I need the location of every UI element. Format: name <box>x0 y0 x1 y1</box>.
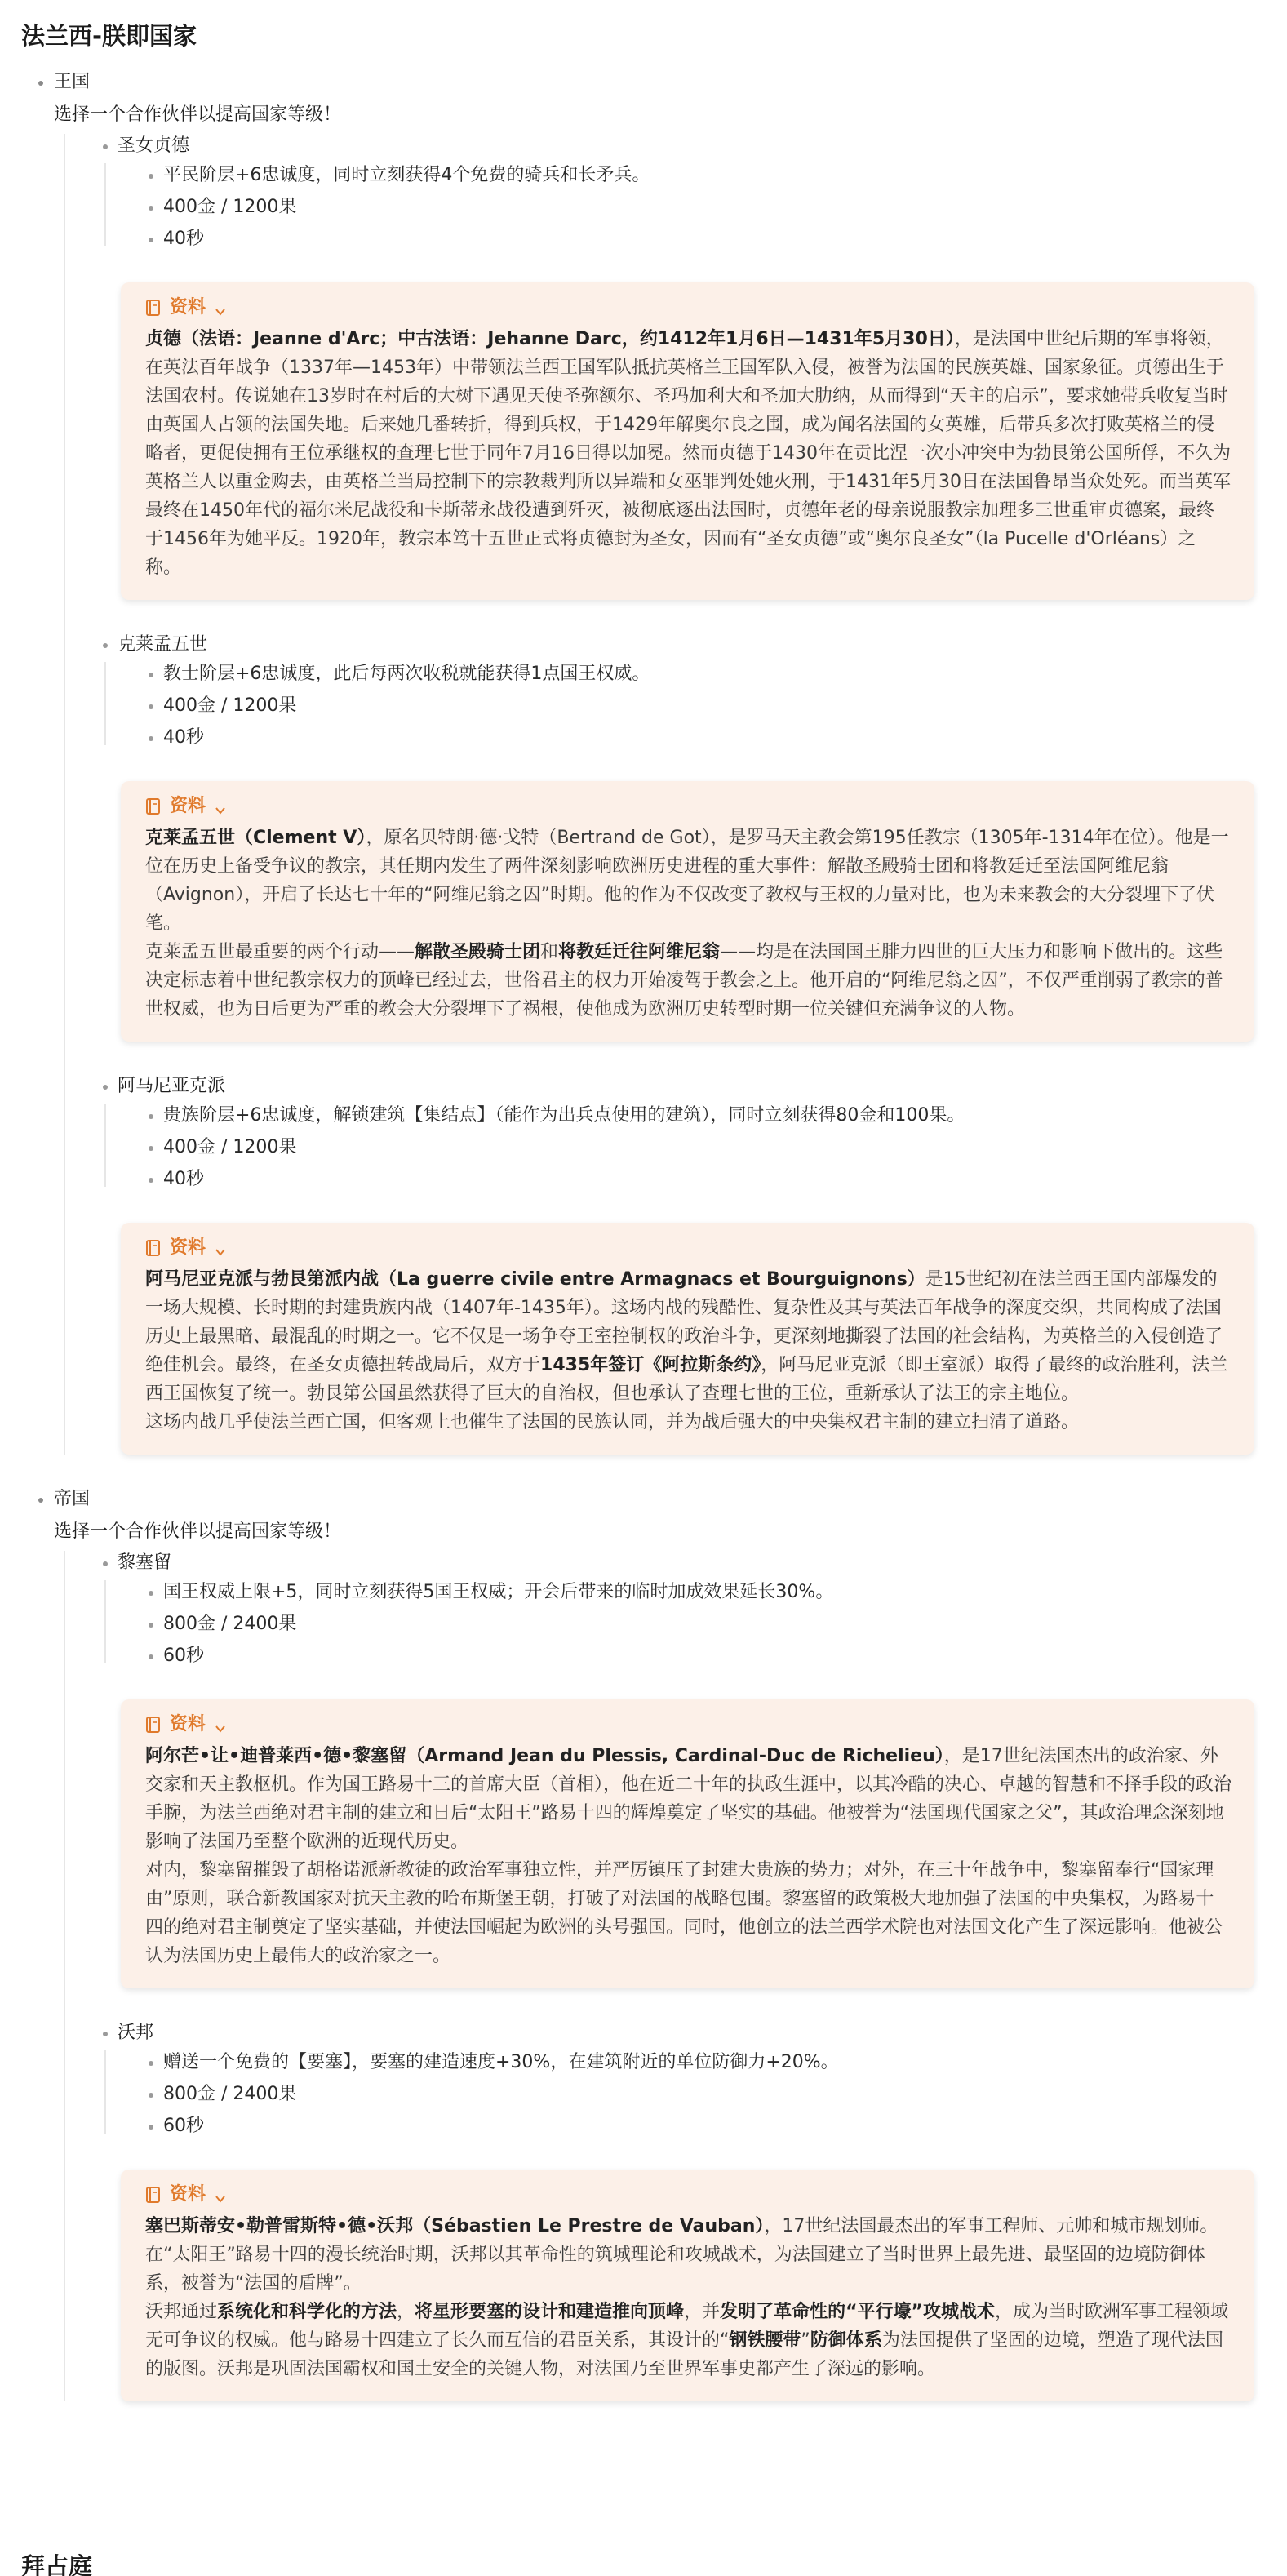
info-toggle[interactable] <box>145 794 1232 819</box>
effect-text: 平民阶层+6忠诚度，同时立刻获得4个免费的骑兵和长矛兵。 <box>163 165 650 185</box>
effect-item <box>104 2050 1266 2075</box>
bullet-dot <box>149 1654 153 1659</box>
info-text: ，并 <box>684 2302 721 2322</box>
effect-text: 贵族阶层+6忠诚度，解锁建筑【集结点】（能作为出兵点使用的建筑），同时立刻获得80金和100果。 <box>163 1105 965 1126</box>
bullet-dot <box>103 1561 108 1566</box>
effect-text: 60秒 <box>163 2116 204 2136</box>
bullet-dot <box>149 736 153 741</box>
bullet-dot <box>149 238 153 242</box>
info-text: 沃邦通过 <box>145 2302 218 2322</box>
bold-text: 将星形要塞的设计和建造推向顶峰 <box>415 2302 685 2322</box>
bold-text: 贞德（法语：Jeanne d'Arc；中古法语：Jehanne Darc，约1412年1月6日—1431年5月30日） <box>145 329 955 349</box>
effect-text: 800金 / 2400果 <box>163 2084 297 2104</box>
partner-effects <box>104 662 1266 750</box>
bold-text: 1435年签订《阿拉斯条约》 <box>540 1355 761 1375</box>
bullet-dot <box>38 1498 43 1503</box>
info-panel <box>121 781 1254 1042</box>
bullet-dot <box>149 206 153 211</box>
bullet-dot <box>103 2032 108 2036</box>
info-paragraph <box>145 938 1232 1024</box>
partner-effects <box>104 2050 1266 2139</box>
bullet-dot <box>103 1085 108 1090</box>
bullet-dot <box>149 673 153 677</box>
info-panel <box>121 1699 1254 1988</box>
bullet-dot <box>149 1591 153 1596</box>
chevron-down-icon[interactable] <box>214 2188 227 2201</box>
tier-subtitle: 选择一个合作伙伴以提高国家等级！ <box>54 1521 342 1542</box>
next-section-title: 拜占庭 <box>21 2552 93 2576</box>
bold-text: 发明了革命性的“平行壕”攻城战术 <box>720 2302 995 2322</box>
effect-item <box>104 2114 1266 2139</box>
book-icon <box>145 1716 162 1734</box>
tier-name: 王国 <box>54 72 91 92</box>
partner-heading <box>64 134 1266 158</box>
bold-text: 将教廷迁往阿维尼翁 <box>558 942 721 962</box>
partner-heading <box>64 633 1266 657</box>
info-text: ，17世纪法国最杰出的军事工程师、元帅和城市规划师。在“太阳王”路易十四的漫长统治时期，沃邦以其革命性的筑城理论和攻城战术，为法国建立了当时世界上最先进、最坚固的边境防御体系，被誉为“法国的盾牌”。 <box>145 2216 1218 2294</box>
info-paragraph <box>145 2298 1232 2383</box>
bullet-dot <box>103 144 108 149</box>
info-toggle[interactable] <box>145 1236 1232 1260</box>
effect-item <box>104 1104 1266 1128</box>
effect-text: 60秒 <box>163 1646 204 1666</box>
info-toggle[interactable] <box>145 2183 1232 2207</box>
tier-subtitle: 选择一个合作伙伴以提高国家等级！ <box>54 104 342 125</box>
tier-list <box>21 70 1266 2401</box>
info-paragraph <box>145 325 1232 582</box>
effect-text: 40秒 <box>163 1169 204 1189</box>
partner-name: 克莱孟五世 <box>118 634 208 655</box>
tier-name: 帝国 <box>54 1489 91 1509</box>
info-panel <box>121 1223 1254 1455</box>
info-text: 为法国提供了坚固的边境，塑造了现代法国的版图。沃邦是巩固法国霸权和国土安全的关键人物，对法国乃至世界军事史都产生了深远的影响。 <box>145 2330 1223 2379</box>
bullet-dot <box>103 643 108 648</box>
info-text: 这场内战几乎使法兰西亡国，但客观上也催生了法国的民族认同，并为战后强大的中央集权君主制的建立扫清了道路。 <box>145 1412 1080 1432</box>
effect-item <box>104 1135 1266 1160</box>
partner-list <box>64 1551 1266 2401</box>
bold-text: 钢铁腰带 <box>729 2330 801 2351</box>
effect-text: 国王权威上限+5，同时立刻获得5国王权威；开会后带来的临时加成效果延长30%。 <box>163 1582 834 1602</box>
effect-text: 赠送一个免费的【要塞】，要塞的建造速度+30%，在建筑附近的单位防御力+20%。 <box>163 2052 839 2072</box>
effect-text: 400金 / 1200果 <box>163 1137 297 1157</box>
info-text: ，阿马尼亚克派（即王室派）取得了最终的政治胜利，法兰西王国恢复了统一。勃艮第公国虽然获得了巨大的自治权，但也承认了查理七世的王位，重新承认了法王的宗主地位。 <box>145 1355 1228 1404</box>
effect-text: 800金 / 2400果 <box>163 1614 297 1634</box>
partner-heading <box>64 2021 1266 2045</box>
page-title: 法兰西-朕即国家 <box>21 22 197 50</box>
bullet-dot <box>149 1146 153 1151</box>
bold-text: 系统化和科学化的方法 <box>217 2302 397 2322</box>
partner-name: 阿马尼亚克派 <box>118 1076 226 1096</box>
info-text: ，是17世纪法国杰出的政治家、外交家和天主教枢机。作为国王路易十三的首席大臣（首相），他在近二十年的执政生涯中，以其冷酷的决心、卓越的智慧和不择手段的政治手腕，为法兰西绝对君主制的建立和日后“太阳王”路易十四的辉煌奠定了坚实的基础。他被誉为“法国现代国家之父”，其政治理念深刻地影响了法国乃至整个欧洲的近现代历史。 <box>145 1746 1232 1852</box>
bullet-dot <box>149 2093 153 2098</box>
info-paragraph <box>145 1742 1232 1856</box>
tier-heading <box>21 1487 1266 1512</box>
info-text: 对内，黎塞留摧毁了胡格诺派新教徒的政治军事独立性，并严厉镇压了封建大贵族的势力；对外，在三十年战争中，黎塞留奉行“国家理由”原则，联合新教国家对抗天主教的哈布斯堡王朝，打破了对法国的战略包围。黎塞留的政策极大地加强了法国的中央集权，为路易十四的绝对君主制奠定了坚实基础，并使法国崛起为欧洲的头号强国。同时，他创立的法兰西学术院也对法国文化产生了深远影响。他被公认为法国历史上最伟大的政治家之一。 <box>145 1860 1223 1966</box>
partner-name: 沃邦 <box>118 2023 154 2043</box>
info-text: 克莱孟五世最重要的两个行动—— <box>145 942 415 962</box>
bold-text: 阿马尼亚克派与勃艮第派内战（La guerre civile entre Armagnacs et Bourguignons） <box>145 1269 925 1290</box>
bullet-dot <box>149 2125 153 2130</box>
info-text: 是15世纪初在法兰西王国内部爆发的一场大规模、长时期的封建贵族内战（1407年-1435年）。这场内战的残酷性、复杂性及其与英法百年战争的深度交织，共同构成了法国历史上最黑暗、最混乱的时期之一。它不仅是一场争夺王室控制权的政治斗争，更深刻地撕裂了法国的社会结构，为英格兰的入侵创造了绝佳机会。最终，在圣女贞德扭转战局后，双方于 <box>145 1269 1223 1375</box>
chevron-down-icon[interactable] <box>214 800 227 813</box>
info-paragraph <box>145 1856 1232 1970</box>
bullet-dot <box>149 1114 153 1119</box>
effect-item <box>104 694 1266 718</box>
bullet-dot <box>38 81 43 86</box>
effect-item <box>104 1612 1266 1637</box>
effect-item <box>104 227 1266 251</box>
partner-item <box>64 1551 1266 1988</box>
partner-item <box>64 633 1266 1042</box>
book-icon <box>145 797 162 815</box>
book-icon <box>145 299 162 317</box>
effect-item <box>104 662 1266 686</box>
tier-section <box>21 70 1266 1455</box>
info-panel <box>121 282 1254 600</box>
partner-heading <box>64 1074 1266 1099</box>
bold-text: 防御体系 <box>810 2330 882 2351</box>
effect-text: 400金 / 1200果 <box>163 197 297 217</box>
partner-effects <box>104 1580 1266 1668</box>
bullet-dot <box>149 704 153 709</box>
partner-heading <box>64 1551 1266 1575</box>
info-paragraph <box>145 824 1232 938</box>
info-paragraph <box>145 2212 1232 2298</box>
info-label: 资料 <box>170 1237 206 1258</box>
partner-item <box>64 2021 1266 2401</box>
effect-text: 40秒 <box>163 229 204 249</box>
bold-text: 解散圣殿骑士团 <box>415 942 541 962</box>
partner-effects <box>104 163 1266 251</box>
bullet-dot <box>149 2061 153 2066</box>
effect-item <box>104 1167 1266 1192</box>
effect-text: 40秒 <box>163 727 204 748</box>
info-panel <box>121 2170 1254 2401</box>
tier-section <box>21 1487 1266 2401</box>
effect-item <box>104 1580 1266 1605</box>
info-text: 和 <box>540 942 559 962</box>
effect-text: 400金 / 1200果 <box>163 695 297 716</box>
effect-text: 教士阶层+6忠诚度，此后每两次收税就能获得1点国王权威。 <box>163 664 650 684</box>
bullet-dot <box>149 1623 153 1628</box>
bullet-dot <box>149 1178 153 1183</box>
bold-text: 塞巴斯蒂安•勒普雷斯特•德•沃邦（Sébastien Le Prestre de Vauban） <box>145 2216 765 2236</box>
info-toggle[interactable] <box>145 1712 1232 1737</box>
chevron-down-icon[interactable] <box>214 1241 227 1255</box>
info-text: ” <box>801 2330 810 2351</box>
book-icon <box>145 2186 162 2204</box>
partner-name: 圣女贞德 <box>118 135 190 156</box>
bold-text: 阿尔芒•让•迪普莱西•德•黎塞留（Armand Jean du Plessis, Cardinal-Duc de Richelieu） <box>145 1746 944 1766</box>
info-label: 资料 <box>170 2184 206 2205</box>
info-label: 资料 <box>170 1714 206 1734</box>
effect-item <box>104 2082 1266 2107</box>
effect-item <box>104 726 1266 750</box>
info-label: 资料 <box>170 796 206 816</box>
tier-heading <box>21 70 1266 95</box>
info-text: ，成为当时欧洲军事工程领域无可争议的权威。他与路易十四建立了长久而互信的君臣关系，其设计的“ <box>145 2302 1229 2351</box>
info-label: 资料 <box>170 297 206 318</box>
book-icon <box>145 1239 162 1257</box>
info-paragraph <box>145 1408 1232 1437</box>
info-text: ， <box>397 2302 415 2322</box>
chevron-down-icon[interactable] <box>214 1718 227 1731</box>
info-text: ，原名贝特朗·德·戈特（Bertrand de Got），是罗马天主教会第195任教宗（1305年-1314年在位）。他是一位在历史上备受争议的教宗，其任期内发生了两件深刻影响欧洲历史进程的重大事件：解散圣殿骑士团和将教廷迁至法国阿维尼翁（Avignon），开启了长达七十年的“阿维尼翁之囚”时期。他的作为不仅改变了教权与王权的力量对比，也为未来教会的大分裂埋下了伏笔。 <box>145 828 1229 934</box>
effect-item <box>104 163 1266 188</box>
bold-text: 克莱孟五世（Clement V） <box>145 828 366 848</box>
partner-item <box>64 134 1266 600</box>
bullet-dot <box>149 174 153 179</box>
partner-effects <box>104 1104 1266 1192</box>
partner-list <box>64 134 1266 1455</box>
info-text: ——均是在法国国王腓力四世的巨大压力和影响下做出的。这些决定标志着中世纪教宗权力的顶峰已经过去，世俗君主的权力开始凌驾于教会之上。他开启的“阿维尼翁之囚”，不仅严重削弱了教宗的普世权威，也为日后更为严重的教会大分裂埋下了祸根，使他成为欧洲历史转型时期一位关键但充满争议的人物。 <box>145 942 1223 1019</box>
chevron-down-icon[interactable] <box>214 301 227 314</box>
info-toggle[interactable] <box>145 295 1232 320</box>
partner-item <box>64 1074 1266 1455</box>
partner-name: 黎塞留 <box>118 1552 172 1573</box>
info-paragraph <box>145 1265 1232 1408</box>
effect-item <box>104 195 1266 220</box>
info-text: ，是法国中世纪后期的军事将领，在英法百年战争（1337年—1453年）中带领法兰西王国军队抵抗英格兰王国军队入侵，被誉为法国的民族英雄、国家象征。贞德出生于法国农村。传说她在13岁时在村后的大树下遇见天使圣弥额尔、圣玛加利大和圣加大肋纳，从而得到“天主的启示”，要求她带兵收复当时由英国人占领的法国失地。后来她几番转折，得到兵权，于1429年解奥尔良之围，成为闻名法国的女英雄，后带兵多次打败英格兰的侵略者，更促使拥有王位承继权的查理七世于同年7月16日得以加冕。然而贞德于1430年在贡比涅一次小冲突中为勃艮第公国所俘，不久为英格兰人以重金购去，由英格兰当局控制下的宗教裁判所以异端和女巫罪判处她火刑，于1431年5月30日在法国鲁昂当众处死。而当英军最终在1450年代的福尔米尼战役和卡斯蒂永战役遭到歼灭，被彻底逐出法国时，贞德年老的母亲说服教宗加理多三世重审贞德案，最终于1456年为她平反。1920年，教宗本笃十五世正式将贞德封为圣女，因而有“圣女贞德”或“奥尔良圣女”（la Pucelle d'Orléans）之称。 <box>145 329 1231 578</box>
effect-item <box>104 1644 1266 1668</box>
